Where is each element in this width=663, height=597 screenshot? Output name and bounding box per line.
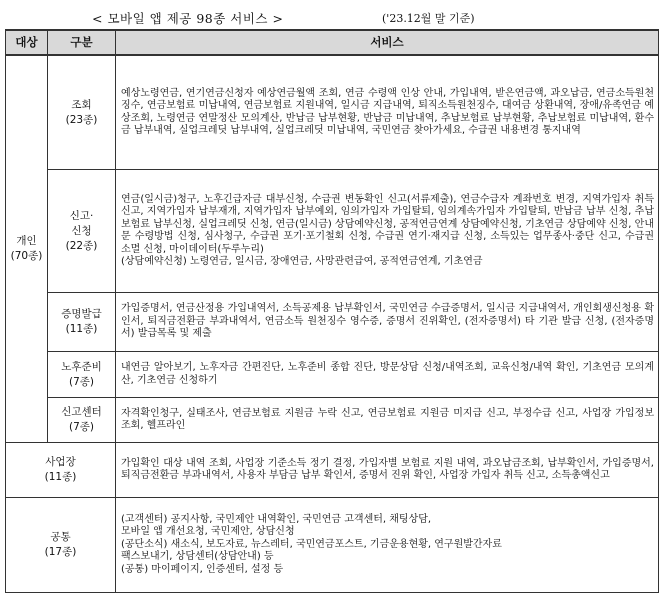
category-label: 신고· — [69, 209, 94, 222]
service-text: 내연금 알아보기, 노후자금 간편진단, 노후준비 종합 진단, 방문상담 신청/내역조회, 교육신청/내역 확인, 기초연금 모의계산, 기초연금 신청하기 — [121, 362, 654, 386]
table-row — [6, 352, 659, 398]
document-title: < 모바일 앱 제공 98종 서비스 > — [92, 11, 284, 26]
target-business — [6, 443, 116, 498]
table-row — [6, 293, 659, 352]
table-row — [6, 55, 659, 170]
header-service: 서비스 — [116, 30, 659, 55]
header-target: 대상 — [6, 30, 48, 55]
table-row — [6, 498, 659, 593]
service-list — [116, 293, 659, 352]
header-category: 구분 — [48, 30, 116, 55]
date-note: ('23.12월 말 기준) — [382, 12, 475, 25]
service-text: 자격확인청구, 실태조사, 연금보험료 지원금 누락 신고, 연금보험료 지원금 미지급 신고, 부정수급 신고, 사업장 가입정보 조회, 헬프라인 — [121, 407, 654, 431]
target-count: (11종) — [44, 471, 77, 483]
service-list — [116, 443, 659, 498]
service-text: 연금(일시금)청구, 노후긴급자금 대부신청, 수급권 변동확인 신고(서류제출), 연금수급자 계좌번호 변경, 지역가입자 취득신고, 지역가입자 납부재개, 지역가입자 납부예외, 임의가입자 가입탈퇴, 임의계속가입자 가입탈퇴, 반납금 납부 신청, 추납보험료 납부신청, 실업크레딧 신청, 연금(일시금) 상담예약신청, 공적연금연계 상담예약신청, 기초연금 상담예약 신청, 안내문 수령방법 신청, 심사청구, 수급권 포기·포기철회 신청, 수급권 연기·재지급 신청, 소득있는 업무종사·중단 신고, 수급권 소멸 신청, 마이데이터(두루누리) — [121, 193, 654, 255]
category-label: 신고센터 — [61, 406, 102, 418]
category-certificate — [48, 293, 116, 352]
service-list — [116, 170, 659, 293]
table-row — [6, 443, 659, 498]
service-text: (공단소식) 새소식, 보도자료, 뉴스레터, 국민연금포스트, 기금운용현황, 연구원발간자료 — [121, 538, 502, 550]
category-report-center — [48, 398, 116, 443]
service-text: 모바일 앱 개선요청, 국민제안, 상담신청 — [121, 526, 295, 538]
table-header-row — [6, 30, 659, 55]
service-list — [116, 352, 659, 398]
target-personal — [6, 55, 48, 443]
service-list — [116, 398, 659, 443]
service-text: 가입증명서, 연금산정용 가입내역서, 소득공제용 납부확인서, 국민연금 수급증명서, 일시금 지급내역서, 개인회생신청용 확인서, 퇴직금전환금 부과내역서, 연금소득 원천징수 영수증, 증명서 진위확인, (전자증명서) 타 기관 발급 신청, (전자증명서) 발급목록 및 제출 — [121, 303, 654, 340]
target-label: 사업장 — [45, 456, 76, 468]
target-count: (17종) — [44, 546, 77, 558]
category-count: (7종) — [68, 421, 95, 433]
service-text: 가입확인 대상 내역 조회, 사업장 기준소득 정기 결정, 가입자별 보험료 지원 내역, 과오납금조회, 납부확인서, 가입증명서, 퇴직금전환금 부과내역서, 사용자 부담금 납부 확인서, 증명서 진위 확인, 사업장 가입자 취득 신고, 소득총액신고 — [121, 457, 654, 481]
category-label: 조회 — [71, 98, 92, 111]
target-label: 개인 — [16, 235, 37, 247]
category-label: 노후준비 — [61, 360, 102, 373]
category-label-2: 신청 — [71, 224, 92, 237]
service-text: (고객센터) 공지사항, 국민제안 내역확인, 국민연금 고객센터, 채팅상담, — [121, 513, 432, 525]
category-label: 증명발급 — [61, 308, 102, 320]
service-table — [5, 29, 659, 593]
table-row — [6, 398, 659, 443]
service-text: 팩스보내기, 상담센터(상담안내) 등 — [121, 551, 274, 563]
category-count: (7종) — [68, 375, 95, 388]
table-row — [6, 170, 659, 293]
service-text: (공통) 마이페이지, 인증센터, 설정 등 — [121, 563, 284, 575]
service-list — [116, 55, 659, 170]
target-label: 공통 — [50, 531, 71, 543]
title-row — [0, 0, 663, 30]
category-inquiry — [48, 55, 116, 170]
category-count: (11종) — [65, 323, 98, 335]
category-application — [48, 170, 116, 293]
service-list — [116, 498, 659, 593]
category-retirement — [48, 352, 116, 398]
category-count: (22종) — [65, 239, 98, 252]
service-text: (상담예약신청) 노령연금, 일시금, 장애연금, 사망관련급여, 공적연금연계, 기초연금 — [121, 256, 483, 267]
target-count: (70종) — [10, 250, 43, 262]
service-text: 예상노령연금, 연기연금신청자 예상연금월액 조회, 연금 수령액 인상 안내, 가입내역, 받은연금액, 과오납금, 연금소득원천징수, 연금보험료 미납내역, 연금보험료 지원내역, 일시금 지급내역, 퇴직소득원천징수, 대여금 상환내역, 장애/유족연금 예상조회, 노령연금 연말정산 모의계산, 반납금 납부현황, 반납금 미납내역, 추납보험료 납부현황, 추납보험료 미납내역, 환수금 납부내역, 실업크레딧 납부내역, 실업크레딧 미납내역, 국민연금 찾아가세요, 수급권 내용변경 통지내역 — [121, 87, 654, 136]
target-common — [6, 498, 116, 593]
category-count: (23종) — [65, 113, 98, 126]
